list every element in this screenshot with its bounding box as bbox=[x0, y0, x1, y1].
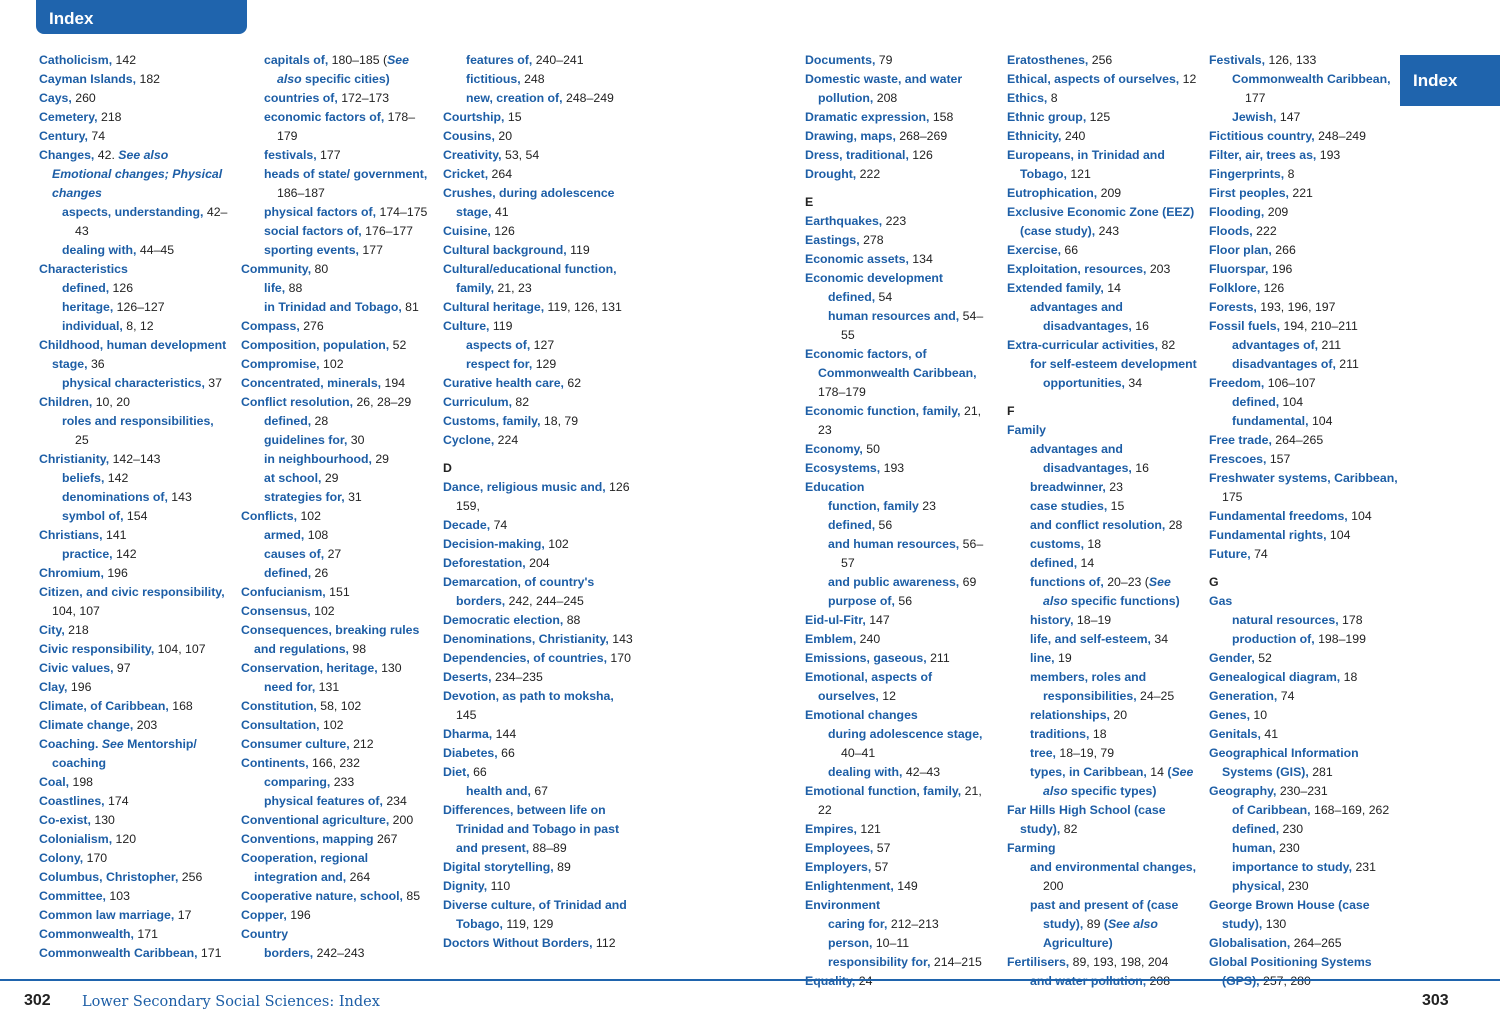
index-entry: Dramatic expression, 158 bbox=[805, 110, 954, 124]
index-entry: Dignity, 110 bbox=[443, 879, 511, 893]
index-subentry: function, family 23 bbox=[828, 499, 936, 513]
index-entry: Employers, 57 bbox=[805, 860, 889, 874]
index-entry: Equality, 24 bbox=[805, 974, 873, 988]
index-subentry: functions of, 20–23 (See also specific functions) bbox=[1030, 575, 1180, 608]
index-subentry: life, and self-esteem, 34 bbox=[1030, 632, 1169, 646]
index-entry: Emotional function, family, 21, 22 bbox=[805, 784, 982, 817]
index-subentry: features of, 240–241 bbox=[466, 53, 584, 67]
index-entry: Continents, 166, 232 bbox=[241, 756, 360, 770]
index-subentry: social factors of, 176–177 bbox=[264, 224, 414, 238]
index-subentry: natural resources, 178 bbox=[1232, 613, 1363, 627]
index-entry: Catholicism, 142 bbox=[39, 53, 137, 67]
index-entry: Crushes, during adolescence stage, 41 bbox=[443, 186, 615, 219]
index-entry: Coal, 198 bbox=[39, 775, 94, 789]
index-subentry: breadwinner, 23 bbox=[1030, 480, 1123, 494]
index-entry: Coaching. See Mentorship/ coaching bbox=[39, 737, 197, 770]
index-entry: Democratic election, 88 bbox=[443, 613, 581, 627]
index-subentry: dealing with, 42–43 bbox=[828, 765, 941, 779]
index-column-5 bbox=[1007, 51, 1197, 991]
index-entry: Consequences, breaking rules and regulations, 98 bbox=[241, 623, 420, 656]
index-entry: Demarcation, of country's borders, 242, 244–245 bbox=[443, 575, 595, 608]
index-entry: Characteristics bbox=[39, 262, 128, 276]
footer-rule bbox=[0, 979, 1500, 981]
index-entry: Economic function, family, 21, 23 bbox=[805, 404, 982, 437]
index-subentry: respect for, 129 bbox=[466, 357, 557, 371]
index-entry: Emotional changes bbox=[805, 708, 918, 722]
index-entry: Environment bbox=[805, 898, 881, 912]
index-subentry: economic factors of, 178–179 bbox=[264, 110, 416, 143]
index-entry: Family bbox=[1007, 423, 1046, 437]
index-entry: Commonwealth, 171 bbox=[39, 927, 158, 941]
index-entry: Cuisine, 126 bbox=[443, 224, 515, 238]
index-entry: Ethnic group, 125 bbox=[1007, 110, 1111, 124]
index-entry: Eastings, 278 bbox=[805, 233, 884, 247]
index-entry: Extended family, 14 bbox=[1007, 281, 1121, 295]
section-letter: G bbox=[1209, 575, 1219, 589]
index-subentry: individual, 8, 12 bbox=[62, 319, 154, 333]
index-entry: Consensus, 102 bbox=[241, 604, 335, 618]
index-entry: Cayman Islands, 182 bbox=[39, 72, 160, 86]
index-subentry: roles and responsibilities, 25 bbox=[62, 414, 214, 447]
index-subentry: customs, 18 bbox=[1030, 537, 1102, 551]
index-entry: Ethnicity, 240 bbox=[1007, 129, 1086, 143]
index-entry: Century, 74 bbox=[39, 129, 106, 143]
index-subentry: disadvantages of, 211 bbox=[1232, 357, 1359, 371]
index-subentry: advantages and disadvantages, 16 bbox=[1030, 442, 1149, 475]
index-entry: Diabetes, 66 bbox=[443, 746, 515, 760]
index-entry: Culture, 119 bbox=[443, 319, 513, 333]
index-entry: Composition, population, 52 bbox=[241, 338, 407, 352]
index-entry: Columbus, Christopher, 256 bbox=[39, 870, 203, 884]
index-subentry: of Caribbean, 168–169, 262 bbox=[1232, 803, 1390, 817]
index-entry: Fingerprints, 8 bbox=[1209, 167, 1295, 181]
index-entry: Dharma, 144 bbox=[443, 727, 517, 741]
index-subentry: defined, 54 bbox=[828, 290, 893, 304]
index-entry: Devotion, as path to moksha, 145 bbox=[443, 689, 614, 722]
index-entry: Denominations, Christianity, 143 bbox=[443, 632, 633, 646]
index-column-1 bbox=[39, 51, 229, 963]
index-entry: Concentrated, minerals, 194 bbox=[241, 376, 406, 390]
section-letter: F bbox=[1007, 404, 1015, 418]
index-entry: Far Hills High School (case study), 82 bbox=[1007, 803, 1166, 836]
index-entry: Compass, 276 bbox=[241, 319, 324, 333]
index-subentry: practice, 142 bbox=[62, 547, 137, 561]
index-subentry: defined, 14 bbox=[1030, 556, 1095, 570]
index-subentry: symbol of, 154 bbox=[62, 509, 148, 523]
index-entry: Future, 74 bbox=[1209, 547, 1268, 561]
index-entry: Exploitation, resources, 203 bbox=[1007, 262, 1171, 276]
index-entry: Dress, traditional, 126 bbox=[805, 148, 933, 162]
index-entry: Deserts, 234–235 bbox=[443, 670, 543, 684]
index-subentry: past and present of (case study), 89 (See also Agriculture) bbox=[1030, 898, 1179, 950]
index-entry: Changes, 42. See also Emotional changes; Physical changes bbox=[39, 148, 223, 200]
index-subentry: defined, 126 bbox=[62, 281, 134, 295]
index-entry: Childhood, human development stage, 36 bbox=[39, 338, 227, 371]
index-entry: Ethics, 8 bbox=[1007, 91, 1058, 105]
index-subentry: and conflict resolution, 28 bbox=[1030, 518, 1183, 532]
index-subentry: and human resources, 56–57 bbox=[828, 537, 984, 570]
index-entry: Country bbox=[241, 927, 289, 941]
index-entry: Deforestation, 204 bbox=[443, 556, 550, 570]
index-entry: Chromium, 196 bbox=[39, 566, 128, 580]
index-subentry: sporting events, 177 bbox=[264, 243, 383, 257]
index-entry: Extra-curricular activities, 82 bbox=[1007, 338, 1176, 352]
index-entry: City, 218 bbox=[39, 623, 89, 637]
index-entry: Genealogical diagram, 18 bbox=[1209, 670, 1358, 684]
index-entry: Confucianism, 151 bbox=[241, 585, 350, 599]
index-entry: Gas bbox=[1209, 594, 1233, 608]
index-entry: Geography, 230–231 bbox=[1209, 784, 1328, 798]
index-column-3 bbox=[443, 51, 633, 953]
index-entry: Diverse culture, of Trinidad and Tobago, 119, 129 bbox=[443, 898, 627, 931]
index-entry: Genes, 10 bbox=[1209, 708, 1268, 722]
index-entry: Copper, 196 bbox=[241, 908, 311, 922]
index-subentry: festivals, 177 bbox=[264, 148, 341, 162]
index-entry: Freshwater systems, Caribbean, 175 bbox=[1209, 471, 1398, 504]
index-subentry: Commonwealth Caribbean, 177 bbox=[1232, 72, 1391, 105]
index-subentry: dealing with, 44–45 bbox=[62, 243, 175, 257]
index-entry: Emissions, gaseous, 211 bbox=[805, 651, 950, 665]
index-entry: Employees, 57 bbox=[805, 841, 891, 855]
index-subentry: purpose of, 56 bbox=[828, 594, 913, 608]
index-entry: Differences, between life on Trinidad and Tobago in past and present, 88–89 bbox=[443, 803, 620, 855]
index-entry: Freedom, 106–107 bbox=[1209, 376, 1316, 390]
index-subentry: tree, 18–19, 79 bbox=[1030, 746, 1115, 760]
index-entry: Filter, air, trees as, 193 bbox=[1209, 148, 1341, 162]
index-entry: Dance, religious music and, 126 159, bbox=[443, 480, 630, 513]
index-entry: Generation, 74 bbox=[1209, 689, 1295, 703]
index-entry: Eid-ul-Fitr, 147 bbox=[805, 613, 890, 627]
index-entry: Conventional agriculture, 200 bbox=[241, 813, 414, 827]
index-entry: Community, 80 bbox=[241, 262, 329, 276]
section-letter: D bbox=[443, 461, 452, 475]
index-subentry: heads of state/ government, 186–187 bbox=[264, 167, 428, 200]
index-column-6 bbox=[1209, 51, 1399, 991]
index-subentry: in neighbourhood, 29 bbox=[264, 452, 390, 466]
index-subentry: physical characteristics, 37 bbox=[62, 376, 222, 390]
index-entry: Climate, of Caribbean, 168 bbox=[39, 699, 193, 713]
index-subentry: defined, 26 bbox=[264, 566, 329, 580]
index-subentry: case studies, 15 bbox=[1030, 499, 1125, 513]
index-entry: Economic factors, of Commonwealth Caribbean, 178–179 bbox=[805, 347, 977, 399]
index-entry: Cyclone, 224 bbox=[443, 433, 519, 447]
index-entry: Customs, family, 18, 79 bbox=[443, 414, 579, 428]
index-entry: Ecosystems, 193 bbox=[805, 461, 905, 475]
section-letter: E bbox=[805, 195, 814, 209]
index-entry: Cays, 260 bbox=[39, 91, 96, 105]
index-subentry: capitals of, 180–185 (See also specific cities) bbox=[264, 53, 409, 86]
index-subentry: for self-esteem development opportunities, 34 bbox=[1030, 357, 1197, 390]
index-entry: Fluorspar, 196 bbox=[1209, 262, 1293, 276]
index-entry: Global Positioning Systems (GPS), 257, 280 bbox=[1209, 955, 1372, 988]
index-entry: Festivals, 126, 133 bbox=[1209, 53, 1317, 67]
index-entry: Exercise, 66 bbox=[1007, 243, 1079, 257]
index-entry: Common law marriage, 17 bbox=[39, 908, 192, 922]
index-subentry: countries of, 172–173 bbox=[264, 91, 390, 105]
index-subentry: armed, 108 bbox=[264, 528, 329, 542]
index-entry: Fundamental rights, 104 bbox=[1209, 528, 1351, 542]
index-entry: Diet, 66 bbox=[443, 765, 487, 779]
index-subentry: beliefs, 142 bbox=[62, 471, 129, 485]
index-entry: Drawing, maps, 268–269 bbox=[805, 129, 948, 143]
index-entry: Farming bbox=[1007, 841, 1056, 855]
index-subentry: advantages and disadvantages, 16 bbox=[1030, 300, 1149, 333]
index-subentry: health and, 67 bbox=[466, 784, 549, 798]
index-entry: Folklore, 126 bbox=[1209, 281, 1285, 295]
index-entry: Christianity, 142–143 bbox=[39, 452, 161, 466]
index-entry: Emotional, aspects of ourselves, 12 bbox=[805, 670, 933, 703]
index-subentry: physical factors of, 174–175 bbox=[264, 205, 428, 219]
index-column-4 bbox=[805, 51, 995, 991]
index-subentry: traditions, 18 bbox=[1030, 727, 1107, 741]
index-entry: Compromise, 102 bbox=[241, 357, 344, 371]
index-entry: Colony, 170 bbox=[39, 851, 108, 865]
index-entry: Frescoes, 157 bbox=[1209, 452, 1291, 466]
index-entry: Education bbox=[805, 480, 865, 494]
index-entry: Floods, 222 bbox=[1209, 224, 1277, 238]
index-subentry: fictitious, 248 bbox=[466, 72, 545, 86]
index-subentry: borders, 242–243 bbox=[264, 946, 365, 960]
index-entry: Conflicts, 102 bbox=[241, 509, 321, 523]
index-subentry: and environmental changes, 200 bbox=[1030, 860, 1197, 893]
index-entry: Fertilisers, 89, 193, 198, 204 bbox=[1007, 955, 1169, 969]
index-entry: Children, 10, 20 bbox=[39, 395, 130, 409]
index-subentry: human, 230 bbox=[1232, 841, 1300, 855]
index-entry: Geographical Information Systems (GIS), 281 bbox=[1209, 746, 1359, 779]
index-entry: Europeans, in Trinidad and Tobago, 121 bbox=[1007, 148, 1165, 181]
index-subentry: importance to study, 231 bbox=[1232, 860, 1376, 874]
index-entry: Ethical, aspects of ourselves, 12 bbox=[1007, 72, 1197, 86]
index-entry: Eutrophication, 209 bbox=[1007, 186, 1122, 200]
index-entry: Cemetery, 218 bbox=[39, 110, 122, 124]
index-entry: Constitution, 58, 102 bbox=[241, 699, 362, 713]
index-subentry: advantages of, 211 bbox=[1232, 338, 1342, 352]
index-entry: Eratosthenes, 256 bbox=[1007, 53, 1113, 67]
index-subentry: strategies for, 31 bbox=[264, 490, 362, 504]
index-subentry: comparing, 233 bbox=[264, 775, 355, 789]
index-entry: Cooperative nature, school, 85 bbox=[241, 889, 421, 903]
index-entry: Cultural heritage, 119, 126, 131 bbox=[443, 300, 622, 314]
index-entry: Exclusive Economic Zone (EEZ) (case study), 243 bbox=[1007, 205, 1195, 238]
index-entry: First peoples, 221 bbox=[1209, 186, 1313, 200]
index-entry: Cricket, 264 bbox=[443, 167, 513, 181]
index-entry: Fundamental freedoms, 104 bbox=[1209, 509, 1372, 523]
index-entry: Conservation, heritage, 130 bbox=[241, 661, 402, 675]
index-subentry: heritage, 126–127 bbox=[62, 300, 165, 314]
index-entry: Flooding, 209 bbox=[1209, 205, 1289, 219]
index-entry: Cousins, 20 bbox=[443, 129, 513, 143]
index-subentry: guidelines for, 30 bbox=[264, 433, 365, 447]
index-subentry: defined, 230 bbox=[1232, 822, 1304, 836]
index-entry: Emblem, 240 bbox=[805, 632, 881, 646]
index-entry: Domestic waste, and water pollution, 208 bbox=[805, 72, 963, 105]
index-entry: Cooperation, regional integration and, 264 bbox=[241, 851, 371, 884]
index-subentry: aspects of, 127 bbox=[466, 338, 555, 352]
index-entry: Documents, 79 bbox=[805, 53, 893, 67]
index-tab-right: Index bbox=[1400, 55, 1500, 106]
index-entry: Fossil fuels, 194, 210–211 bbox=[1209, 319, 1358, 333]
index-entry: Forests, 193, 196, 197 bbox=[1209, 300, 1336, 314]
index-subentry: members, roles and responsibilities, 24–25 bbox=[1030, 670, 1175, 703]
index-subentry: new, creation of, 248–249 bbox=[466, 91, 614, 105]
index-subentry: aspects, understanding, 42–43 bbox=[62, 205, 228, 238]
index-entry: Curative health care, 62 bbox=[443, 376, 582, 390]
index-subentry: defined, 28 bbox=[264, 414, 329, 428]
index-entry: Curriculum, 82 bbox=[443, 395, 530, 409]
index-entry: Enlightenment, 149 bbox=[805, 879, 918, 893]
index-entry: Citizen, and civic responsibility, 104, 107 bbox=[39, 585, 225, 618]
index-subentry: defined, 104 bbox=[1232, 395, 1304, 409]
index-entry: Floor plan, 266 bbox=[1209, 243, 1296, 257]
index-subentry: responsibility for, 214–215 bbox=[828, 955, 982, 969]
index-subentry: Jewish, 147 bbox=[1232, 110, 1301, 124]
index-entry: Consumer culture, 212 bbox=[241, 737, 374, 751]
index-subentry: production of, 198–199 bbox=[1232, 632, 1366, 646]
index-subentry: denominations of, 143 bbox=[62, 490, 192, 504]
index-column-2 bbox=[241, 51, 431, 963]
index-entry: Free trade, 264–265 bbox=[1209, 433, 1324, 447]
index-subentry: at school, 29 bbox=[264, 471, 339, 485]
index-entry: Earthquakes, 223 bbox=[805, 214, 907, 228]
index-subentry: types, in Caribbean, 14 (See also specific types) bbox=[1030, 765, 1194, 798]
index-entry: Decision-making, 102 bbox=[443, 537, 569, 551]
index-entry: Climate change, 203 bbox=[39, 718, 158, 732]
index-subentry: human resources and, 54–55 bbox=[828, 309, 984, 342]
index-entry: Creativity, 53, 54 bbox=[443, 148, 540, 162]
index-subentry: fundamental, 104 bbox=[1232, 414, 1333, 428]
book-title: Lower Secondary Social Sciences: Index bbox=[82, 994, 380, 1010]
index-entry: Civic responsibility, 104, 107 bbox=[39, 642, 206, 656]
index-entry: Consultation, 102 bbox=[241, 718, 344, 732]
index-entry: Globalisation, 264–265 bbox=[1209, 936, 1342, 950]
index-entry: Conventions, mapping 267 bbox=[241, 832, 398, 846]
index-entry: Colonialism, 120 bbox=[39, 832, 137, 846]
index-entry: Cultural/educational function, family, 21, 23 bbox=[443, 262, 617, 295]
page-number-left: 302 bbox=[24, 992, 51, 1009]
index-subentry: physical features of, 234 bbox=[264, 794, 407, 808]
index-entry: Doctors Without Borders, 112 bbox=[443, 936, 616, 950]
index-entry: Economic assets, 134 bbox=[805, 252, 933, 266]
index-subentry: need for, 131 bbox=[264, 680, 340, 694]
index-subentry: caring for, 212–213 bbox=[828, 917, 939, 931]
index-entry: Genitals, 41 bbox=[1209, 727, 1279, 741]
index-subentry: history, 18–19 bbox=[1030, 613, 1112, 627]
index-subentry: and water pollution, 208 bbox=[1030, 974, 1171, 988]
index-entry: Co-exist, 130 bbox=[39, 813, 115, 827]
index-entry: George Brown House (case study), 130 bbox=[1209, 898, 1370, 931]
index-subentry: and public awareness, 69 bbox=[828, 575, 977, 589]
index-entry: Cultural background, 119 bbox=[443, 243, 590, 257]
index-entry: Empires, 121 bbox=[805, 822, 881, 836]
index-subentry: relationships, 20 bbox=[1030, 708, 1128, 722]
index-tab-left: Index bbox=[36, 0, 247, 34]
page-number-right: 303 bbox=[1422, 992, 1449, 1009]
index-entry: Fictitious country, 248–249 bbox=[1209, 129, 1366, 143]
index-entry: Economic development bbox=[805, 271, 944, 285]
index-entry: Coastlines, 174 bbox=[39, 794, 129, 808]
index-entry: Civic values, 97 bbox=[39, 661, 131, 675]
index-subentry: line, 19 bbox=[1030, 651, 1072, 665]
index-subentry: physical, 230 bbox=[1232, 879, 1309, 893]
index-entry: Conflict resolution, 26, 28–29 bbox=[241, 395, 412, 409]
index-entry: Gender, 52 bbox=[1209, 651, 1272, 665]
index-subentry: causes of, 27 bbox=[264, 547, 342, 561]
index-entry: Economy, 50 bbox=[805, 442, 880, 456]
index-entry: Dependencies, of countries, 170 bbox=[443, 651, 631, 665]
index-entry: Commonwealth Caribbean, 171 bbox=[39, 946, 222, 960]
index-subentry: person, 10–11 bbox=[828, 936, 910, 950]
index-entry: Digital storytelling, 89 bbox=[443, 860, 571, 874]
index-entry: Christians, 141 bbox=[39, 528, 127, 542]
index-subentry: defined, 56 bbox=[828, 518, 893, 532]
index-entry: Courtship, 15 bbox=[443, 110, 522, 124]
index-subentry: life, 88 bbox=[264, 281, 303, 295]
index-entry: Drought, 222 bbox=[805, 167, 881, 181]
index-subentry: in Trinidad and Tobago, 81 bbox=[264, 300, 419, 314]
index-subentry: during adolescence stage, 40–41 bbox=[828, 727, 983, 760]
index-entry: Clay, 196 bbox=[39, 680, 92, 694]
index-entry: Decade, 74 bbox=[443, 518, 508, 532]
index-entry: Committee, 103 bbox=[39, 889, 130, 903]
